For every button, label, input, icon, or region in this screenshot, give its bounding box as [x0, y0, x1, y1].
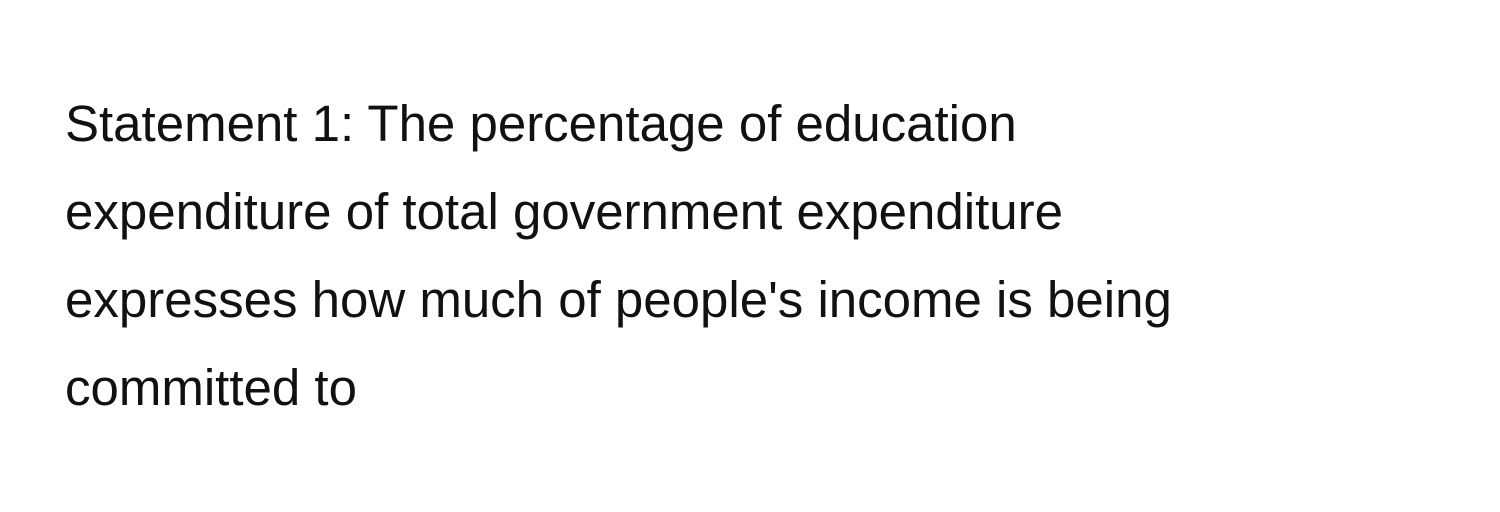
statement-line-4: committed to	[65, 359, 357, 416]
statement-line-2: expenditure of total government expenditure	[65, 183, 1063, 240]
statement-text	[65, 80, 1445, 432]
statement-line-1: Statement 1: The percentage of education	[65, 95, 1017, 152]
statement-line-3: expresses how much of people's income is being	[65, 271, 1172, 328]
